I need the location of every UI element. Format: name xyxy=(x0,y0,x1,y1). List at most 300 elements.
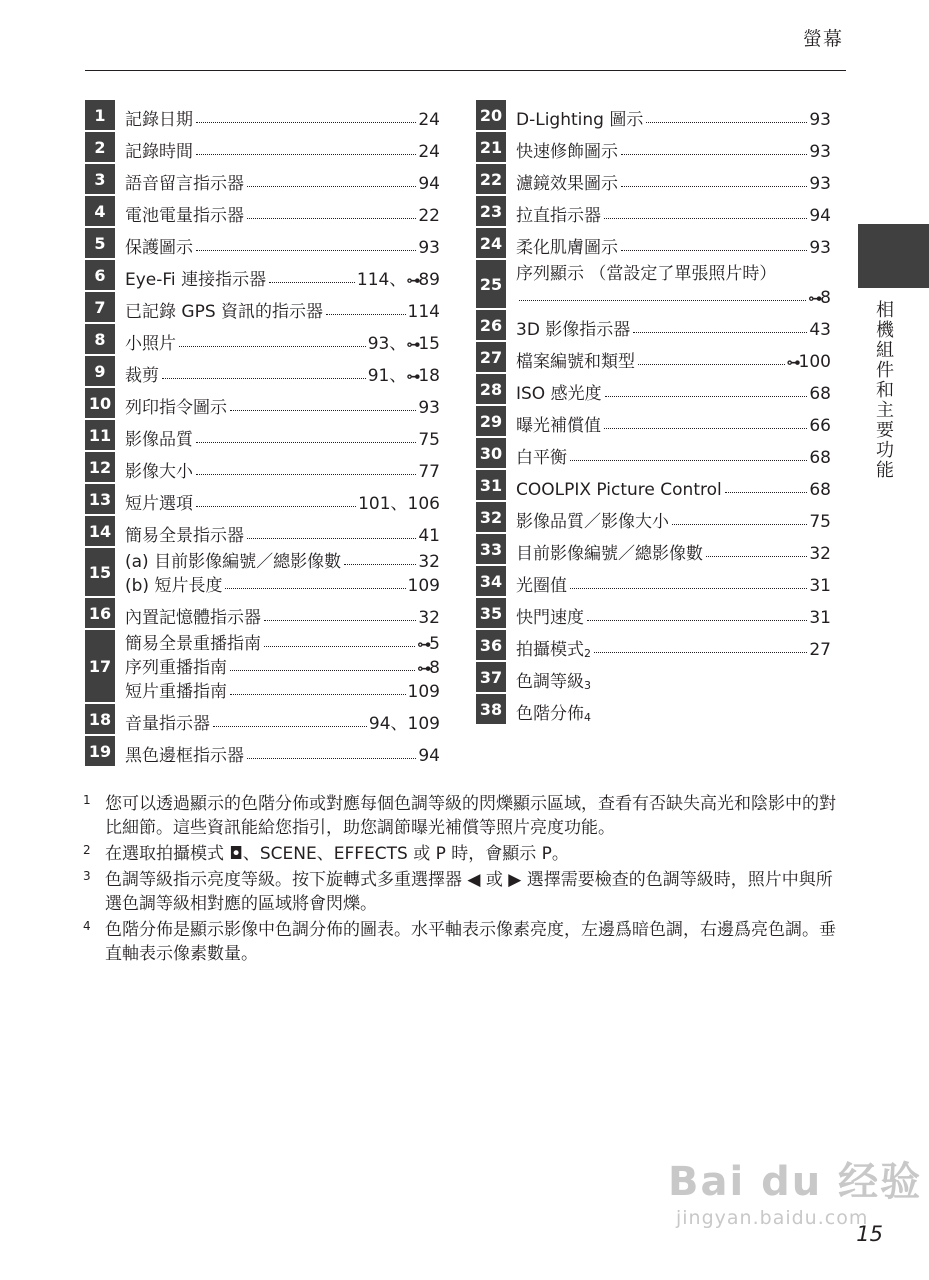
page-number-ref: 77 xyxy=(418,462,440,482)
legend-entry xyxy=(506,534,831,564)
legend-row xyxy=(85,452,440,482)
leader-dots xyxy=(621,154,807,155)
legend-label: 快速修飾圖示 xyxy=(516,142,618,162)
leader-dots xyxy=(269,282,355,283)
legend-row xyxy=(85,196,440,226)
page-reference xyxy=(809,238,831,258)
footnote xyxy=(83,918,849,966)
legend-entry xyxy=(115,388,440,418)
legend-row xyxy=(476,196,831,226)
legend-row xyxy=(476,438,831,468)
footnote-text: 色階分佈是顯示影像中色調分佈的圖表。水平軸表示像素亮度，左邊爲暗色調，右邊爲亮色調。垂直軸表示像素數量。 xyxy=(105,920,836,964)
legend-entry xyxy=(115,132,440,162)
legend-entry xyxy=(115,324,440,354)
legend-number-badge: 24 xyxy=(476,228,506,258)
legend-entry xyxy=(115,164,440,194)
reference-page: 5 xyxy=(429,634,440,654)
legend-line xyxy=(125,196,440,226)
legend-line xyxy=(516,284,831,308)
legend-number-badge: 35 xyxy=(476,598,506,628)
legend-line xyxy=(516,502,831,532)
legend-line xyxy=(516,196,831,226)
footnote-text: 在選取拍攝模式 ◘、SCENE、EFFECTS 或 P 時，會顯示 P。 xyxy=(105,844,569,864)
page-number-ref: 109 xyxy=(407,682,440,702)
legend-label: 柔化肌膚圖示 xyxy=(516,238,618,258)
page-number-ref: 114、 xyxy=(356,270,407,290)
leader-dots xyxy=(264,646,415,647)
legend-row xyxy=(85,420,440,450)
page-number-ref: 24 xyxy=(418,142,440,162)
footnote-marker: 3 xyxy=(584,679,591,692)
legend-line xyxy=(125,598,440,628)
page-number-ref: 75 xyxy=(418,430,440,450)
footnote xyxy=(83,868,849,916)
page-reference xyxy=(408,682,440,702)
footnote xyxy=(83,842,849,866)
legend-label: 音量指示器 xyxy=(125,714,210,734)
page-number-ref: 93 xyxy=(418,398,440,418)
page-number-ref: 94 xyxy=(418,174,440,194)
legend-number-badge: 19 xyxy=(85,736,115,766)
legend-entry xyxy=(506,342,831,372)
legend-line xyxy=(516,260,831,284)
legend-line xyxy=(125,132,440,162)
page-reference xyxy=(809,416,831,436)
legend-entry xyxy=(115,292,440,322)
legend-label: 光圈值 xyxy=(516,576,567,596)
page-reference xyxy=(418,608,440,628)
legend-label: 記錄時間 xyxy=(125,142,193,162)
legend-number-badge: 23 xyxy=(476,196,506,226)
page-reference xyxy=(418,746,440,766)
legend-row xyxy=(85,260,440,290)
page-number-ref: 93 xyxy=(809,238,831,258)
page-reference xyxy=(809,448,831,468)
legend-row xyxy=(85,100,440,130)
legend-label: 短片重播指南 xyxy=(125,682,227,702)
legend-entry xyxy=(115,736,440,766)
legend-number-badge: 13 xyxy=(85,484,115,514)
page-reference xyxy=(809,544,831,564)
reference-section-icon: ⊶ xyxy=(406,369,419,385)
legend-entry xyxy=(115,100,440,130)
legend-line xyxy=(125,356,440,386)
legend-line xyxy=(125,324,440,354)
legend-line xyxy=(125,654,440,678)
legend-row xyxy=(476,374,831,404)
legend-label: 濾鏡效果圖示 xyxy=(516,174,618,194)
legend-label: 序列顯示 （當設定了單張照片時） xyxy=(516,264,777,284)
legend-row xyxy=(85,630,440,702)
leader-dots xyxy=(247,218,416,219)
leader-dots xyxy=(594,652,807,653)
page-number-ref: 24 xyxy=(418,110,440,130)
legend-line xyxy=(125,572,440,596)
legend-column-left xyxy=(85,100,440,768)
page-reference xyxy=(408,302,440,322)
legend-number-badge: 27 xyxy=(476,342,506,372)
legend-entry xyxy=(115,598,440,628)
legend-label: 語音留言指示器 xyxy=(125,174,244,194)
legend-entry xyxy=(506,310,831,340)
legend-row xyxy=(476,662,831,692)
reference-section-icon: ⊶ xyxy=(406,273,419,289)
footnote-number: 4 xyxy=(83,919,91,933)
page-reference xyxy=(408,576,440,596)
legend-label: 檔案編號和類型 xyxy=(516,352,635,372)
footnote xyxy=(83,792,849,840)
legend-row xyxy=(476,566,831,596)
legend-label: 簡易全景重播指南 xyxy=(125,634,261,654)
legend-label: Eye-Fi 連接指示器 xyxy=(125,270,267,290)
page-reference xyxy=(809,576,831,596)
legend-row xyxy=(85,132,440,162)
legend-label: 曝光補償值 xyxy=(516,416,601,436)
legend-entry xyxy=(506,260,831,308)
page-number-ref: 31 xyxy=(809,576,831,596)
page-number-ref: 32 xyxy=(418,608,440,628)
page-number-ref: 93 xyxy=(809,142,831,162)
legend-label: 拉直指示器 xyxy=(516,206,601,226)
reference-page: 8 xyxy=(820,288,831,308)
legend-row xyxy=(476,100,831,130)
legend-line xyxy=(516,438,831,468)
page-number-ref: 93 xyxy=(809,174,831,194)
footnote-marker: 4 xyxy=(584,711,591,724)
legend-line xyxy=(516,132,831,162)
legend-number-badge: 31 xyxy=(476,470,506,500)
page-number-ref: 94 xyxy=(418,746,440,766)
legend-row xyxy=(85,516,440,546)
legend-line xyxy=(125,516,440,546)
leader-dots xyxy=(672,524,807,525)
leader-dots xyxy=(646,122,807,123)
page-number-ref: 41 xyxy=(418,526,440,546)
legend-number-badge: 38 xyxy=(476,694,506,724)
legend-number-badge: 16 xyxy=(85,598,115,628)
legend-row xyxy=(476,534,831,564)
legend-entry xyxy=(506,598,831,628)
legend-label: 已記錄 GPS 資訊的指示器 xyxy=(125,302,324,322)
page-number-ref: 109 xyxy=(407,576,440,596)
leader-dots xyxy=(604,218,807,219)
leader-dots xyxy=(225,588,405,589)
legend-line xyxy=(125,388,440,418)
footnote-number: 3 xyxy=(83,869,91,883)
leader-dots xyxy=(162,378,366,379)
legend-line xyxy=(125,164,440,194)
legend-row xyxy=(85,704,440,734)
page-reference xyxy=(418,430,440,450)
leader-dots xyxy=(230,670,415,671)
leader-dots xyxy=(196,154,416,155)
leader-dots xyxy=(587,620,807,621)
legend-label: 小照片 xyxy=(125,334,176,354)
page-number-ref: 31 xyxy=(809,608,831,628)
legend-label: 保護圖示 xyxy=(125,238,193,258)
legend-entry xyxy=(115,630,440,702)
legend-row xyxy=(85,548,440,596)
leader-dots xyxy=(264,620,416,621)
legend-entry xyxy=(506,662,831,692)
legend-label: 簡易全景指示器 xyxy=(125,526,244,546)
page-reference xyxy=(418,398,440,418)
page-reference xyxy=(809,384,831,404)
legend-number-badge: 21 xyxy=(476,132,506,162)
legend-row xyxy=(476,470,831,500)
page-number-ref: 32 xyxy=(418,552,440,572)
page-reference xyxy=(809,480,831,500)
legend-line xyxy=(516,566,831,596)
leader-dots xyxy=(633,332,807,333)
legend-entry xyxy=(506,132,831,162)
reference-section-icon: ⊶ xyxy=(786,355,799,371)
reference-page: 89 xyxy=(418,270,440,290)
legend-line xyxy=(125,548,440,572)
legend-number-badge: 30 xyxy=(476,438,506,468)
legend-row xyxy=(85,228,440,258)
legend-number-badge: 14 xyxy=(85,516,115,546)
page-reference xyxy=(418,552,440,572)
legend-row xyxy=(85,292,440,322)
leader-dots xyxy=(196,250,416,251)
legend-number-badge: 5 xyxy=(85,228,115,258)
reference-section-icon: ⊶ xyxy=(417,637,430,653)
legend-entry xyxy=(115,196,440,226)
page-title: 螢幕 xyxy=(802,28,843,50)
legend-row xyxy=(85,484,440,514)
legend-row xyxy=(476,630,831,660)
reference-page: 100 xyxy=(798,352,831,372)
legend-entry xyxy=(115,228,440,258)
footnote-number: 1 xyxy=(83,793,91,807)
page-number-ref: 22 xyxy=(418,206,440,226)
page-reference xyxy=(809,640,831,660)
legend-label: 色階分佈 xyxy=(516,704,584,724)
legend-line xyxy=(516,470,831,500)
watermark-url: jingyan.baidu.com xyxy=(676,1207,869,1229)
legend-row xyxy=(476,342,831,372)
page-reference xyxy=(418,206,440,226)
leader-dots xyxy=(230,410,416,411)
legend-row xyxy=(476,132,831,162)
leader-dots xyxy=(706,556,807,557)
legend-label: 拍攝模式 xyxy=(516,640,584,660)
footnote-text: 色調等級指示亮度等級。按下旋轉式多重選擇器 ◀ 或 ▶ 選擇需要檢查的色調等級時，照片中與所選色調等級相對應的區域將會閃爍。 xyxy=(105,870,833,914)
legend-number-badge: 17 xyxy=(85,630,115,702)
legend-number-badge: 4 xyxy=(85,196,115,226)
leader-dots xyxy=(604,428,807,429)
legend-label: COOLPIX Picture Control xyxy=(516,480,722,500)
page-reference xyxy=(809,608,831,628)
page-reference xyxy=(358,489,440,514)
legend-label: 列印指令圖示 xyxy=(125,398,227,418)
legend-entry xyxy=(506,164,831,194)
legend-number-badge: 11 xyxy=(85,420,115,450)
leader-dots xyxy=(605,396,808,397)
legend-label: (b) 短片長度 xyxy=(125,576,223,596)
legend-entry xyxy=(506,100,831,130)
leader-dots xyxy=(638,364,785,365)
page-number-ref: 75 xyxy=(809,512,831,532)
legend-entry xyxy=(115,548,440,596)
legend-row xyxy=(85,736,440,766)
page-reference xyxy=(809,142,831,162)
legend-label: 影像品質／影像大小 xyxy=(516,512,669,532)
legend-row xyxy=(476,694,831,724)
legend-number-badge: 20 xyxy=(476,100,506,130)
page-number-ref: 32 xyxy=(809,544,831,564)
watermark-logo: Bai du 经验 xyxy=(668,1159,923,1205)
legend-number-badge: 8 xyxy=(85,324,115,354)
legend-label: 序列重播指南 xyxy=(125,658,227,678)
page-reference xyxy=(809,512,831,532)
legend-line xyxy=(516,164,831,194)
page-number-ref: 114 xyxy=(407,302,440,322)
legend-row xyxy=(85,164,440,194)
page-number-ref: 94、109 xyxy=(368,714,440,734)
legend-entry xyxy=(115,704,440,734)
legend-number-badge: 12 xyxy=(85,452,115,482)
legend-label: 黑色邊框指示器 xyxy=(125,746,244,766)
leader-dots xyxy=(196,122,416,123)
legend-number-badge: 1 xyxy=(85,100,115,130)
legend-label: D-Lighting 圖示 xyxy=(516,110,644,130)
legend-label: 3D 影像指示器 xyxy=(516,320,631,340)
legend-row xyxy=(476,310,831,340)
page-number-ref: 93、 xyxy=(367,334,407,354)
page-number-ref: 66 xyxy=(809,416,831,436)
legend-row xyxy=(476,598,831,628)
legend-line xyxy=(516,630,831,660)
legend-entry xyxy=(115,260,440,290)
page-reference xyxy=(418,526,440,546)
page-number-ref: 93 xyxy=(418,238,440,258)
leader-dots xyxy=(725,492,808,493)
legend-entry xyxy=(115,516,440,546)
page-reference xyxy=(369,709,440,734)
legend-number-badge: 6 xyxy=(85,260,115,290)
page-reference xyxy=(809,110,831,130)
legend-number-badge: 26 xyxy=(476,310,506,340)
legend-number-badge: 9 xyxy=(85,356,115,386)
legend-row xyxy=(476,406,831,436)
leader-dots xyxy=(621,250,807,251)
legend-line xyxy=(125,260,440,290)
footnote-number: 2 xyxy=(83,843,91,857)
legend-entry xyxy=(506,470,831,500)
leader-dots xyxy=(570,588,807,589)
legend-row xyxy=(85,356,440,386)
legend-number-badge: 34 xyxy=(476,566,506,596)
legend-line xyxy=(516,100,831,130)
footnote-marker: 2 xyxy=(584,647,591,660)
legend-entry xyxy=(506,502,831,532)
page-reference xyxy=(787,352,831,372)
page-number-ref: 68 xyxy=(809,480,831,500)
legend-number-badge: 32 xyxy=(476,502,506,532)
legend-line xyxy=(125,228,440,258)
legend-line xyxy=(516,228,831,258)
page-reference xyxy=(809,206,831,226)
leader-dots xyxy=(344,564,416,565)
legend-line xyxy=(516,406,831,436)
legend-number-badge: 2 xyxy=(85,132,115,162)
legend-label: 裁剪 xyxy=(125,366,159,386)
legend-number-badge: 3 xyxy=(85,164,115,194)
legend-entry xyxy=(506,196,831,226)
legend-line xyxy=(125,704,440,734)
page-number: 15 xyxy=(856,1222,883,1246)
page-number-ref: 101、106 xyxy=(358,494,440,514)
legend-line xyxy=(125,736,440,766)
leader-dots xyxy=(247,186,416,187)
leader-dots xyxy=(230,694,406,695)
reference-section-icon: ⊶ xyxy=(406,337,419,353)
leader-dots xyxy=(196,474,416,475)
legend-line xyxy=(125,678,440,702)
footnotes xyxy=(83,792,849,968)
legend-label: 影像品質 xyxy=(125,430,193,450)
footnote-text: 您可以透過顯示的色階分佈或對應每個色調等級的閃爍顯示區域，查看有否缺失高光和陰影中的對比細節。這些資訊能給您指引，助您調節曝光補償等照片亮度功能。 xyxy=(105,794,836,838)
page-number-ref: 68 xyxy=(809,384,831,404)
legend-line xyxy=(125,420,440,450)
page-reference xyxy=(417,634,440,654)
leader-dots xyxy=(519,300,806,301)
leader-dots xyxy=(570,460,807,461)
legend-label: 目前影像編號／總影像數 xyxy=(516,544,703,564)
leader-dots xyxy=(213,726,367,727)
page-reference xyxy=(417,658,440,678)
page-reference xyxy=(418,238,440,258)
leader-dots xyxy=(247,538,416,539)
legend-row xyxy=(476,260,831,308)
reference-section-icon: ⊶ xyxy=(417,661,430,677)
legend-label: 影像大小 xyxy=(125,462,193,482)
page-reference xyxy=(809,320,831,340)
legend-label: 電池電量指示器 xyxy=(125,206,244,226)
page-number-ref: 43 xyxy=(809,320,831,340)
legend-label: (a) 目前影像編號／總影像數 xyxy=(125,552,342,572)
leader-dots xyxy=(196,506,356,507)
legend-line xyxy=(125,630,440,654)
legend-entry xyxy=(506,630,831,660)
legend-line xyxy=(125,292,440,322)
page-number-ref: 94 xyxy=(809,206,831,226)
legend-line xyxy=(125,484,440,514)
page-reference xyxy=(368,329,440,354)
legend-line xyxy=(125,452,440,482)
page-reference xyxy=(418,142,440,162)
legend-line xyxy=(516,662,831,692)
legend-row xyxy=(85,388,440,418)
legend-number-badge: 28 xyxy=(476,374,506,404)
legend-line xyxy=(516,534,831,564)
legend-row xyxy=(85,598,440,628)
legend-row xyxy=(476,502,831,532)
leader-dots xyxy=(247,758,416,759)
leader-dots xyxy=(179,346,366,347)
legend-entry xyxy=(506,694,831,724)
legend-number-badge: 7 xyxy=(85,292,115,322)
legend-row xyxy=(476,164,831,194)
page-number-ref: 68 xyxy=(809,448,831,468)
legend-number-badge: 25 xyxy=(476,260,506,308)
legend-line xyxy=(516,374,831,404)
legend-entry xyxy=(115,356,440,386)
page-reference xyxy=(808,288,831,308)
header-divider xyxy=(85,70,846,71)
